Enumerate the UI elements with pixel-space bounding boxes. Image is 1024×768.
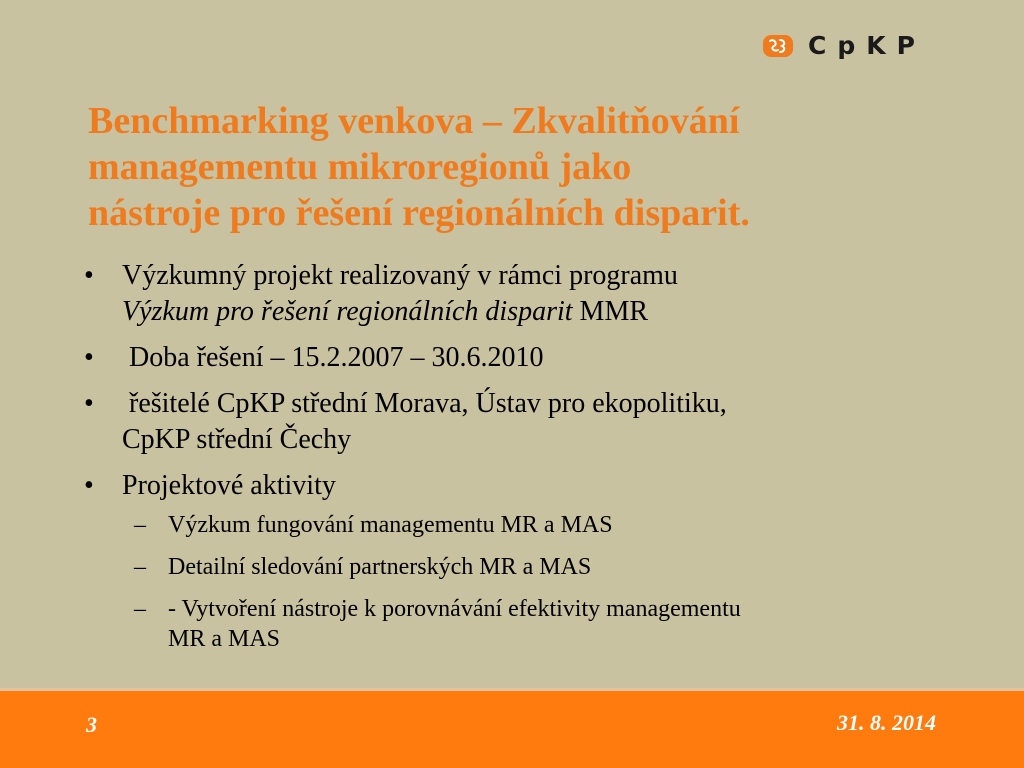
sub-bullet-item	[122, 594, 984, 654]
sub-bullet-item	[122, 552, 984, 582]
slide-date: 31. 8. 2014	[837, 710, 936, 735]
bullet-list	[84, 258, 984, 666]
bullet-marker: •	[84, 260, 94, 291]
slide-number: 3	[86, 712, 97, 737]
sub-bullet-list	[122, 510, 984, 654]
title-line: managementu mikroregionů jako	[88, 146, 632, 188]
bullet-item	[84, 468, 984, 654]
dash-marker: –	[134, 512, 146, 538]
footer-divider	[0, 688, 1024, 691]
bullet-item	[84, 340, 984, 376]
bullet-marker: •	[84, 470, 94, 501]
slide-title	[88, 98, 988, 236]
title-line: Benchmarking venkova – Zkvalitňování	[88, 100, 740, 142]
bullet-marker: •	[84, 342, 94, 373]
bullet-text-line: řešitelé CpKP střední Morava, Ústav pro ekopolitiku,	[122, 388, 727, 419]
bullet-text-line	[122, 294, 984, 330]
sub-bullet-item	[122, 510, 984, 540]
dash-marker: –	[134, 554, 146, 580]
bullet-text-line: Projektové aktivity	[122, 470, 336, 501]
title-line: nástroje pro řešení regionálních disparit.	[88, 192, 750, 234]
bullet-marker: •	[84, 388, 94, 419]
sub-bullet-text: MR a MAS	[168, 626, 281, 652]
bullet-text-suffix: MMR	[572, 296, 649, 327]
cpkp-logo	[762, 30, 926, 62]
logo-text: CpKP	[808, 31, 926, 60]
bullet-item	[84, 258, 984, 330]
bullet-text-line: Doba řešení – 15.2.2007 – 30.6.2010	[122, 342, 544, 373]
sub-bullet-text: Detailní sledování partnerských MR a MAS	[168, 554, 592, 580]
dash-marker: –	[134, 596, 146, 622]
bullet-text-line: Výzkumný projekt realizovaný v rámci programu	[122, 260, 678, 291]
cpkp-flower-logo-icon	[762, 32, 794, 60]
bullet-item	[84, 386, 984, 458]
sub-bullet-text: Výzkum fungování managementu MR a MAS	[168, 512, 613, 538]
bullet-text-line: CpKP střední Čechy	[122, 424, 352, 455]
program-name-italic: Výzkum pro řešení regionálních disparit	[122, 296, 573, 327]
sub-bullet-text: - Vytvoření nástroje k porovnávání efektivity managementu	[168, 596, 741, 622]
